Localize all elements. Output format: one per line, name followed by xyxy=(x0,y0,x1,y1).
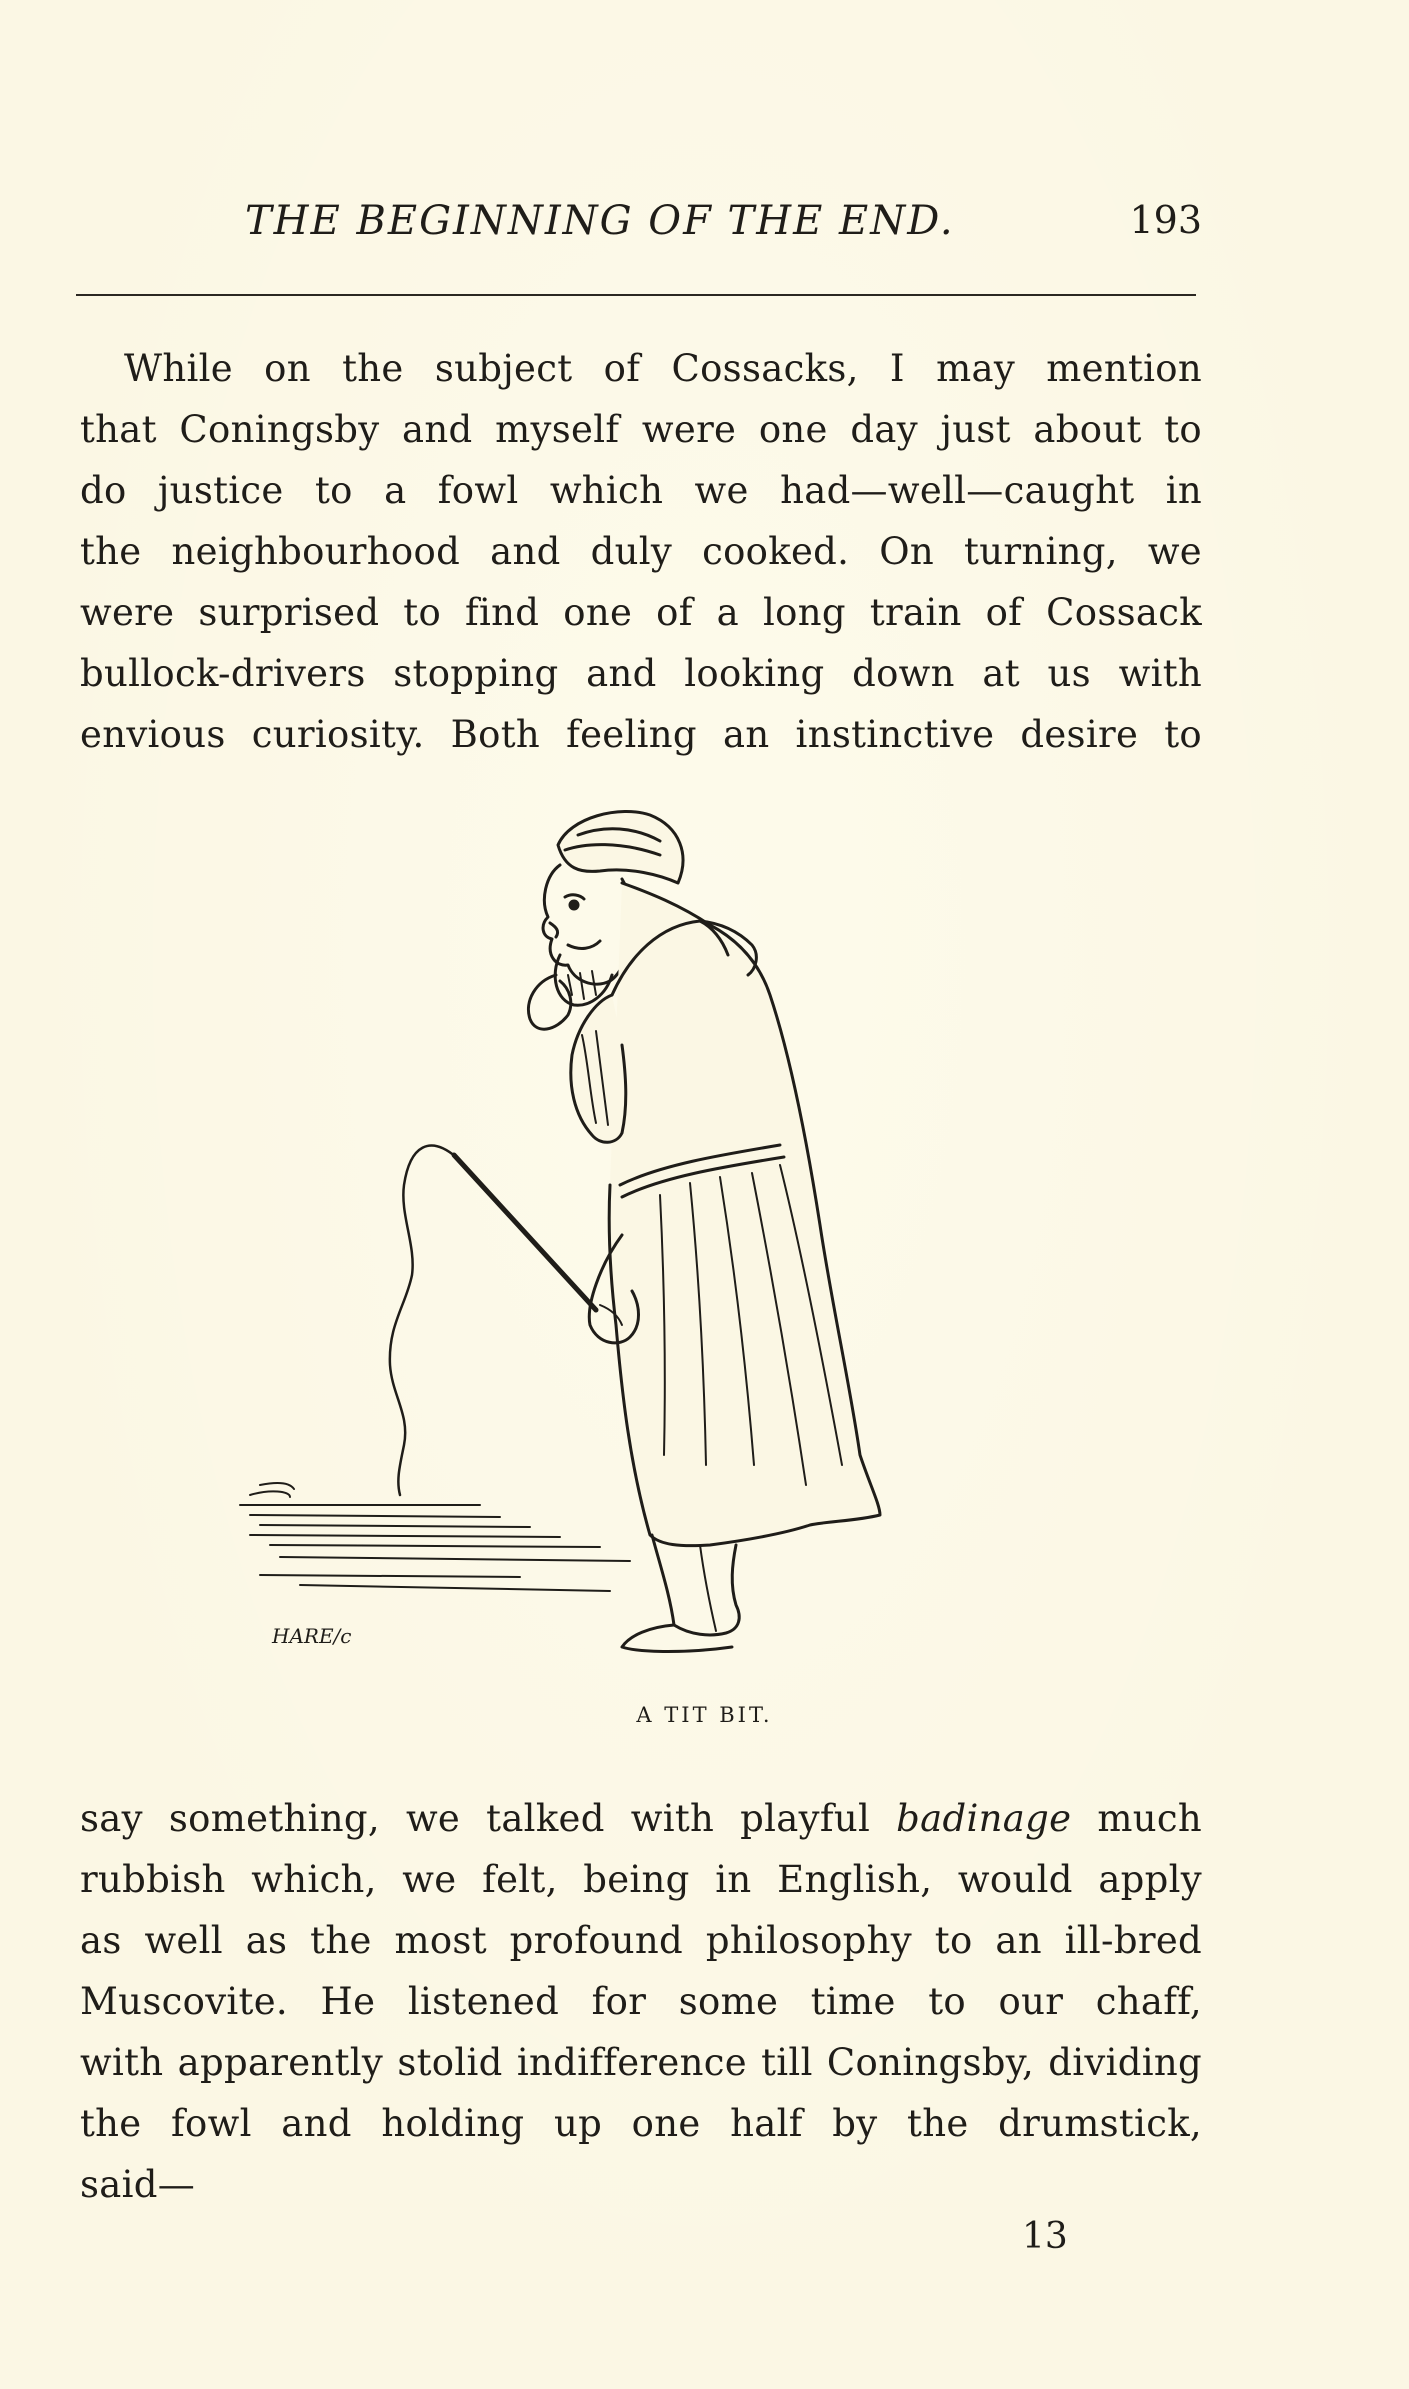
text-line: the fowl and holding up one half by the drumstick, xyxy=(80,2102,1202,2145)
text-line: do justice to a fowl which we had—well—caught in xyxy=(80,469,1202,512)
text-line: While on the subject of Cossacks, I may mention xyxy=(124,347,1202,390)
header-rule xyxy=(76,294,1196,296)
artist-signature: HARE/c xyxy=(272,1624,352,1648)
whip-stick xyxy=(454,1155,596,1310)
text-line: envious curiosity. Both feeling an instinctive desire to xyxy=(80,713,1202,756)
signature-mark: 13 xyxy=(1022,2216,1068,2257)
text-line: rubbish which, we felt, being in English, would apply xyxy=(80,1858,1202,1901)
text-line: as well as the most profound philosophy to an ill-bred xyxy=(80,1919,1202,1962)
italic-word: badinage xyxy=(896,1797,1072,1840)
text-line: bullock-drivers stopping and looking down at us with xyxy=(80,652,1202,695)
ground-shadow xyxy=(240,1483,630,1591)
whip-lash xyxy=(390,1146,456,1495)
text-line: Muscovite. He listened for some time to our chaff, xyxy=(80,1980,1202,2023)
text-line: said— xyxy=(80,2163,196,2206)
running-title: THE BEGINNING OF THE END. xyxy=(245,198,955,244)
text-line: that Coningsby and myself were one day just about to xyxy=(80,408,1202,451)
paragraph-top xyxy=(80,338,1202,765)
text-segment: say something, we talked with playful xyxy=(80,1797,897,1840)
running-head xyxy=(80,198,1202,258)
text-line: with apparently stolid indifference till Coningsby, dividing xyxy=(80,2041,1202,2084)
page-number: 193 xyxy=(1129,198,1202,242)
text-line xyxy=(80,1788,1202,1849)
text-line: were surprised to find one of a long train of Cossack xyxy=(80,591,1202,634)
paragraph-bottom xyxy=(80,1788,1202,2215)
figure-caption: A TIT BIT. xyxy=(636,1703,773,1727)
boots xyxy=(652,1535,739,1635)
text-segment: much xyxy=(1071,1797,1202,1840)
illustration-cossack-driver xyxy=(272,805,930,1675)
text-line: the neighbourhood and duly cooked. On turning, we xyxy=(80,530,1202,573)
